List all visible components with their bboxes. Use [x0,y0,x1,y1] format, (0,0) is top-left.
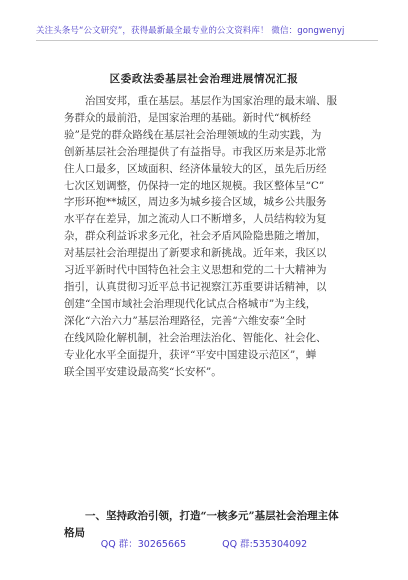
paragraph-line: 治国安邦，重在基层。基层作为国家治理的最末端、服 [85,95,337,107]
paragraph-line: 水平存在差异，加之流动人口不断增多，人员结构较为复 [64,213,327,226]
paragraph-line: 住人口最多，区域面积、经济体量较大的区，虽先后历经 [64,162,327,175]
paragraph-line: 务群众的最前沿，是国家治理的基础。新时代“枫桥经 [64,111,311,124]
paragraph-line: 在线风险化解机制，社会治理法治化、智能化、社会化、 [64,331,327,344]
paragraph-line: 深化“六治六力”基层治理路径，完善“六维安泰”全时 [64,314,306,327]
heading-line: 一、坚持政治引领，打造“一核多元”基层社会治理主体 [85,510,339,522]
document-title: 区委政法委基层社会治理进展情况汇报 [109,73,299,85]
body-paragraph [64,93,370,380]
paragraph-line: 习近平新时代中国特色社会主义思想和党的二十大精神为 [64,264,327,277]
heading-line: 格局 [64,527,85,539]
paragraph-line: 杂，群众利益诉求多元化，社会矛盾风险隐患随之增加， [64,230,327,243]
paragraph-line: 验”是党的群众路线在基层社会治理领域的生动实践，为 [64,128,322,141]
paragraph-line: 字形环抱**城区，周边多为城乡接合区域，城乡公共服务 [64,196,327,209]
qq-group-1: QQ 群：30265665 [100,539,187,550]
footer-contact [0,536,408,550]
paragraph-line: 对基层社会治理提出了新要求和新挑战。近年来，我区以 [64,247,327,260]
paragraph-line: 创新基层社会治理提供了有益指导。市我区历来是苏北常 [64,145,327,158]
paragraph-line: 联全国平安建设最高奖“长安杯”。 [64,365,222,378]
paragraph-line: 指引，认真贯彻习近平总书记视察江苏重要讲话精神，以 [64,280,327,293]
paragraph-line: 创建“全国市域社会治理现代化试点合格城市”为主线， [64,297,317,310]
paragraph-line: 七次区划调整，仍保持一定的地区规模。我区整体呈“C” [64,179,325,192]
qq-group-2: QQ 群:535304092 [222,539,308,550]
header-banner: 关注头条号“公文研究”，获得最新最全最专业的公文资料库！ 微信：gongwenyj [36,24,378,41]
paragraph-line: 专业化水平全面提升，获评“平安中国建设示范区”，蝉 [64,348,317,361]
